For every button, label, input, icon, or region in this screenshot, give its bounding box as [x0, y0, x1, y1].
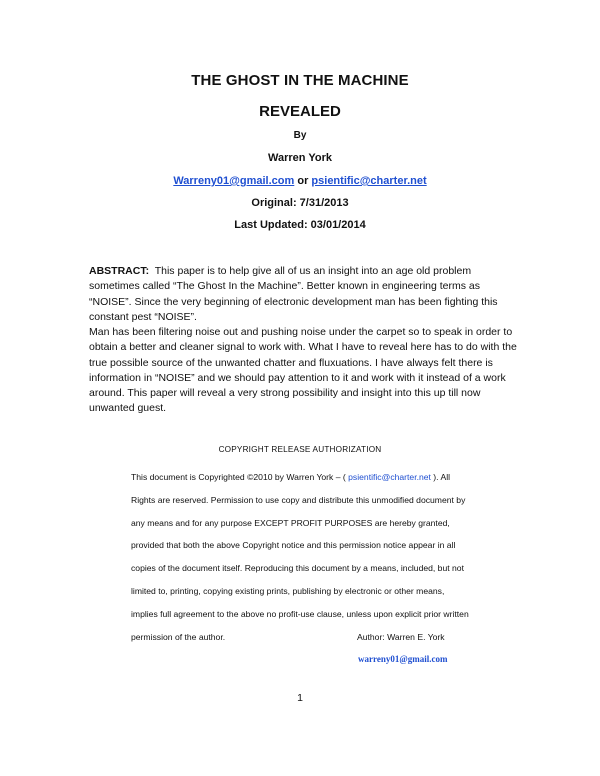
copyright-heading: COPYRIGHT RELEASE AUTHORIZATION	[218, 445, 382, 454]
copyright-line-7: implies full agreement to the above no profit-use clause, unless upon explicit prior written	[131, 608, 469, 619]
email-link-charter[interactable]: psientific@charter.net	[311, 175, 427, 187]
abstract-paragraph	[89, 264, 521, 325]
signature-email[interactable]: warreny01@gmail.com	[358, 654, 448, 664]
copyright-line-1-text-a: This document is Copyrighted ©2010 by Warren York – (	[131, 472, 349, 482]
last-updated-date: Last Updated: 03/01/2014	[234, 219, 366, 231]
page-number: 1	[297, 692, 303, 704]
author-name: Warren York	[268, 152, 332, 164]
copyright-line-2: Rights are reserved. Permission to use copy and distribute this unmodified document by	[131, 494, 466, 505]
email-link-gmail[interactable]: Warreny01@gmail.com	[173, 175, 295, 187]
title-line-1: THE GHOST IN THE MACHINE	[191, 72, 409, 89]
copyright-line-5: copies of the document itself. Reproducing this document by a means, included, but not	[131, 563, 464, 574]
copyright-line-4: provided that both the above Copyright notice and this permission notice appear in all	[131, 540, 456, 551]
copyright-line-8	[131, 626, 501, 649]
original-date: Original: 7/31/2013	[251, 197, 349, 209]
copyright-line-6: limited to, printing, copying existing prints, publishing by electronic or other means,	[131, 585, 445, 596]
abstract-text: This paper is to help give all of us an insight into an age old problem sometimes called “The Ghost In the Machine”. Better known in engineering terms as “NOISE”. Since the very beginning of electronic development man has been fighting this constant pest “NOISE”.	[89, 265, 501, 323]
copyright-line-1	[131, 466, 501, 489]
by-label: By	[293, 130, 307, 141]
email-separator: or	[294, 175, 312, 187]
copyright-line-1-text-b: ). All	[430, 472, 451, 482]
title-line-2: REVEALED	[259, 103, 341, 120]
copyright-line-8-text: permission of the author.	[131, 631, 226, 642]
copyright-line-3: any means and for any purpose EXCEPT PROFIT PURPOSES are hereby granted,	[131, 517, 450, 528]
body-paragraph: Man has been filtering noise out and pushing noise under the carpet so to speak in order to obtain a better and cleaner signal to work with. What I have to reveal here has to do with the true possible source of the unwanted chatter and fluxuations. I have always felt there is information in “NOISE” and we should pay attention to it and work with it instead of a work around. This paper will reveal a very strong possibility and insight into this up till now unwanted guest.	[89, 326, 517, 415]
copyright-notice	[131, 466, 501, 648]
copyright-author-line: Author: Warren E. York	[357, 631, 445, 642]
author-emails	[0, 175, 600, 187]
abstract-label: ABSTRACT:	[89, 265, 150, 277]
copyright-email-link[interactable]: psientific@charter.net	[348, 472, 431, 482]
